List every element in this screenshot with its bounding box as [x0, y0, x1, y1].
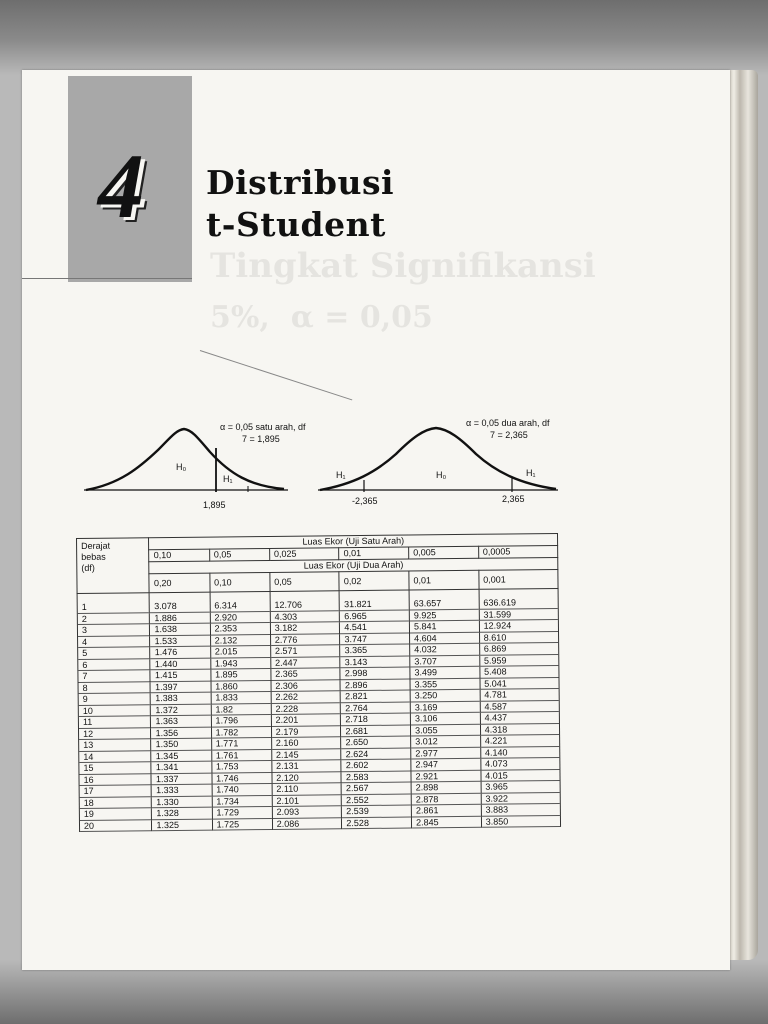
critical-value-cell: 2.681 [341, 725, 411, 737]
critical-value-cell: 4.032 [410, 643, 480, 655]
critical-value-cell: 2.718 [341, 713, 411, 725]
critical-value-cell: 2.998 [340, 667, 410, 679]
critical-value-cell: 2.528 [342, 817, 412, 829]
critical-value-cell: 1.886 [150, 612, 210, 624]
critical-value-cell: 2.228 [271, 702, 341, 714]
critical-value-cell: 1.734 [212, 795, 272, 807]
caption-line2: 7 = 2,365 [490, 430, 528, 440]
critical-value-cell: 1.771 [211, 737, 271, 749]
critical-left-label: -2,365 [352, 496, 378, 506]
h1-label: H₁ [223, 474, 233, 484]
critical-value-cell: 2.602 [341, 759, 411, 771]
critical-value-cell: 31.599 [479, 608, 558, 620]
two-tail-level: 0,01 [409, 570, 479, 590]
caption-line2: 7 = 1,895 [242, 434, 280, 444]
critical-value-cell: 2.353 [210, 622, 270, 634]
critical-value-cell: 2.650 [341, 736, 411, 748]
show-through-text: Tingkat Signifikansi [210, 246, 596, 286]
df-cell: 12 [78, 727, 151, 739]
critical-value-cell: 4.015 [481, 769, 560, 781]
critical-value-cell: 3.922 [481, 792, 560, 804]
critical-value-cell: 2.845 [411, 816, 481, 828]
critical-value-cell: 2.878 [411, 793, 481, 805]
df-cell: 16 [79, 773, 152, 785]
two-tail-level: 0,05 [270, 572, 340, 592]
chapter-title [206, 162, 394, 246]
df-cell: 19 [79, 808, 152, 820]
critical-value-cell: 2.306 [271, 679, 341, 691]
critical-value-cell: 3.365 [340, 644, 410, 656]
critical-value-cell: 6.869 [479, 642, 558, 654]
df-cell: 7 [78, 670, 151, 682]
critical-value-cell: 2.861 [411, 804, 481, 816]
critical-value-cell: 1.725 [212, 818, 272, 830]
critical-value-cell: 3.078 [150, 592, 210, 612]
chapter-number: 4 [98, 135, 144, 237]
critical-value-cell: 5.959 [479, 654, 558, 666]
critical-value-cell: 3.182 [270, 622, 340, 634]
one-tail-header: Luas Ekor (Uji Satu Arah) [149, 533, 558, 549]
critical-value-cell: 2.365 [271, 668, 341, 680]
critical-value-cell: 1.533 [150, 635, 210, 647]
df-cell: 15 [79, 762, 152, 774]
df-header-line3: (df) [81, 562, 95, 573]
one-tail-level: 0,005 [409, 546, 479, 559]
caption-line1: α = 0,05 satu arah, df [220, 422, 306, 432]
critical-value-cell: 4.303 [270, 610, 340, 622]
critical-value-cell: 1.383 [151, 692, 211, 704]
critical-value-cell: 1.476 [150, 646, 210, 658]
critical-value-cell: 2.920 [210, 611, 270, 623]
critical-value-cell: 4.587 [480, 700, 559, 712]
critical-value-cell: 3.169 [410, 701, 480, 713]
critical-value-cell: 2.977 [411, 747, 481, 759]
critical-value-cell: 2.015 [210, 645, 270, 657]
critical-value-cell: 31.821 [339, 590, 409, 610]
one-tail-level: 0,01 [339, 547, 409, 560]
h0-label: H₀ [436, 470, 447, 480]
critical-value-cell: 2.160 [271, 737, 341, 749]
critical-value-cell: 2.145 [271, 748, 341, 760]
critical-value-cell: 12.924 [479, 619, 558, 631]
critical-value-cell: 5.841 [409, 620, 479, 632]
h1-left-label: H₁ [336, 470, 346, 480]
critical-value-cell: 4.541 [340, 621, 410, 633]
critical-value-cell: 2.131 [272, 760, 342, 772]
critical-value-cell: 2.179 [271, 725, 341, 737]
critical-value-cell: 1.341 [151, 761, 211, 773]
critical-value-cell: 2.571 [270, 645, 340, 657]
critical-value-cell: 3.106 [410, 712, 480, 724]
one-tailed-diagram [80, 412, 306, 512]
one-tail-level: 0,025 [269, 548, 339, 561]
critical-value-cell: 1.782 [211, 726, 271, 738]
critical-value-cell: 3.143 [340, 656, 410, 668]
critical-value-cell: 4.604 [410, 632, 480, 644]
critical-value-cell: 3.250 [410, 689, 480, 701]
two-tailed-diagram [314, 412, 564, 512]
critical-value-cell: 1.729 [212, 806, 272, 818]
critical-value-cell: 2.567 [341, 782, 411, 794]
critical-value-cell: 2.624 [341, 748, 411, 760]
df-cell: 1 [77, 593, 150, 613]
critical-value-cell: 2.552 [342, 794, 412, 806]
one-tailed-curve [80, 412, 306, 512]
critical-value-cell: 4.140 [480, 746, 559, 758]
df-cell: 14 [79, 750, 152, 762]
critical-right-label: 2,365 [502, 494, 525, 504]
critical-value-cell: 2.764 [341, 702, 411, 714]
df-cell: 5 [78, 647, 151, 659]
two-tail-level: 0,10 [209, 572, 269, 592]
df-cell: 11 [78, 716, 151, 728]
critical-value-cell: 4.437 [480, 711, 559, 723]
df-header-line1: Derajat [81, 540, 111, 551]
caption-line1: α = 0,05 dua arah, df [466, 418, 550, 428]
critical-value-cell: 1.372 [151, 704, 211, 716]
two-tail-level: 0,02 [339, 571, 409, 591]
chapter-title-line2: t-Student [206, 205, 386, 244]
h0-label: H₀ [176, 462, 187, 472]
df-cell: 3 [77, 624, 150, 636]
critical-value-cell: 1.356 [151, 727, 211, 739]
critical-value-cell: 1.860 [211, 680, 271, 692]
df-header-line2: bebas [81, 551, 106, 562]
critical-value-cell: 1.415 [150, 669, 210, 681]
critical-value-cell: 12.706 [270, 591, 340, 611]
critical-value-cell: 2.132 [210, 634, 270, 646]
df-cell: 8 [78, 681, 151, 693]
one-tail-level: 0,05 [209, 548, 269, 561]
critical-value-cell: 1.337 [151, 773, 211, 785]
critical-value-cell: 3.499 [410, 666, 480, 678]
critical-value-cell: 1.325 [152, 819, 212, 831]
critical-value-cell: 2.120 [272, 771, 342, 783]
critical-value-cell: 1.440 [150, 658, 210, 670]
critical-value-cell: 5.408 [480, 665, 559, 677]
one-tail-level: 0,0005 [478, 545, 557, 558]
two-tail-level: 0,001 [479, 569, 558, 589]
critical-value-cell: 1.333 [152, 784, 212, 796]
two-tailed-curve [314, 412, 564, 512]
critical-value-cell: 2.776 [270, 633, 340, 645]
critical-value-cell: 2.101 [272, 794, 342, 806]
critical-value-cell: 1.363 [151, 715, 211, 727]
chapter-title-line1: Distribusi [206, 163, 395, 202]
df-cell: 13 [79, 739, 152, 751]
critical-value-cell: 1.833 [211, 691, 271, 703]
critical-value-cell: 3.850 [481, 815, 560, 827]
critical-value-cell: 4.221 [480, 734, 559, 746]
critical-value-cell: 9.925 [409, 609, 479, 621]
df-cell: 6 [78, 658, 151, 670]
critical-value-cell: 4.781 [480, 688, 559, 700]
table-body [77, 588, 560, 831]
critical-value-cell: 1.328 [152, 807, 212, 819]
critical-value-cell: 1.761 [211, 749, 271, 761]
critical-value-cell: 2.583 [341, 771, 411, 783]
chapter-rule [22, 278, 192, 279]
critical-value-cell: 2.110 [272, 783, 342, 795]
critical-value-cell: 1.638 [150, 623, 210, 635]
df-cell: 18 [79, 796, 152, 808]
critical-value-cell: 3.747 [340, 633, 410, 645]
t-distribution-table [76, 533, 561, 832]
critical-value-cell: 4.318 [480, 723, 559, 735]
critical-value-cell: 63.657 [409, 589, 479, 609]
critical-value-cell: 8.610 [479, 631, 558, 643]
critical-value-cell: 2.821 [341, 690, 411, 702]
critical-value-cell: 1.397 [150, 681, 210, 693]
critical-value-cell: 3.707 [410, 655, 480, 667]
one-tail-level: 0,10 [149, 549, 209, 562]
critical-value-cell: 1.753 [211, 760, 271, 772]
critical-value-cell: 5.041 [480, 677, 559, 689]
critical-value-cell: 2.896 [340, 679, 410, 691]
df-cell: 20 [79, 819, 152, 831]
critical-value-cell: 3.883 [481, 803, 560, 815]
df-header [77, 538, 150, 594]
critical-value-cell: 2.539 [342, 805, 412, 817]
critical-value-cell: 3.055 [411, 724, 481, 736]
df-cell: 4 [78, 635, 151, 647]
critical-value-cell: 636.619 [479, 588, 558, 608]
critical-value-cell: 2.447 [270, 656, 340, 668]
critical-value-cell: 6.965 [340, 610, 410, 622]
t-table-wrapper [76, 533, 567, 832]
critical-value-cell: 1.943 [210, 657, 270, 669]
critical-value-cell: 2.898 [411, 781, 481, 793]
critical-value-cell: 1.895 [210, 668, 270, 680]
critical-value-cell: 3.355 [410, 678, 480, 690]
critical-value-cell: 2.947 [411, 758, 481, 770]
critical-value-cell: 2.921 [411, 770, 481, 782]
df-cell: 9 [78, 693, 151, 705]
h1-right-label: H₁ [526, 468, 536, 478]
critical-value-cell: 6.314 [210, 591, 270, 611]
two-tail-level: 0,20 [149, 573, 209, 593]
critical-value-cell: 1.330 [152, 796, 212, 808]
critical-value-cell: 4.073 [481, 757, 560, 769]
critical-value-cell: 1.740 [212, 783, 272, 795]
critical-value-cell: 3.012 [411, 735, 481, 747]
two-tail-header: Luas Ekor (Uji Dua Arah) [149, 557, 558, 573]
critical-value-cell: 2.086 [272, 817, 342, 829]
df-cell: 10 [78, 704, 151, 716]
critical-value-cell: 1.82 [211, 703, 271, 715]
critical-value-cell: 1.350 [151, 738, 211, 750]
critical-value-cell: 2.093 [272, 806, 342, 818]
df-cell: 2 [77, 612, 150, 624]
df-cell: 17 [79, 785, 152, 797]
critical-value-cell: 2.201 [271, 714, 341, 726]
critical-value-cell: 1.345 [151, 750, 211, 762]
critical-value-cell: 3.965 [481, 780, 560, 792]
critical-value-cell: 2.262 [271, 691, 341, 703]
critical-value-label: 1,895 [203, 500, 226, 510]
critical-value-cell: 1.796 [211, 714, 271, 726]
show-through-text: 5%, α = 0,05 [210, 300, 433, 335]
critical-value-cell: 1.746 [212, 772, 272, 784]
